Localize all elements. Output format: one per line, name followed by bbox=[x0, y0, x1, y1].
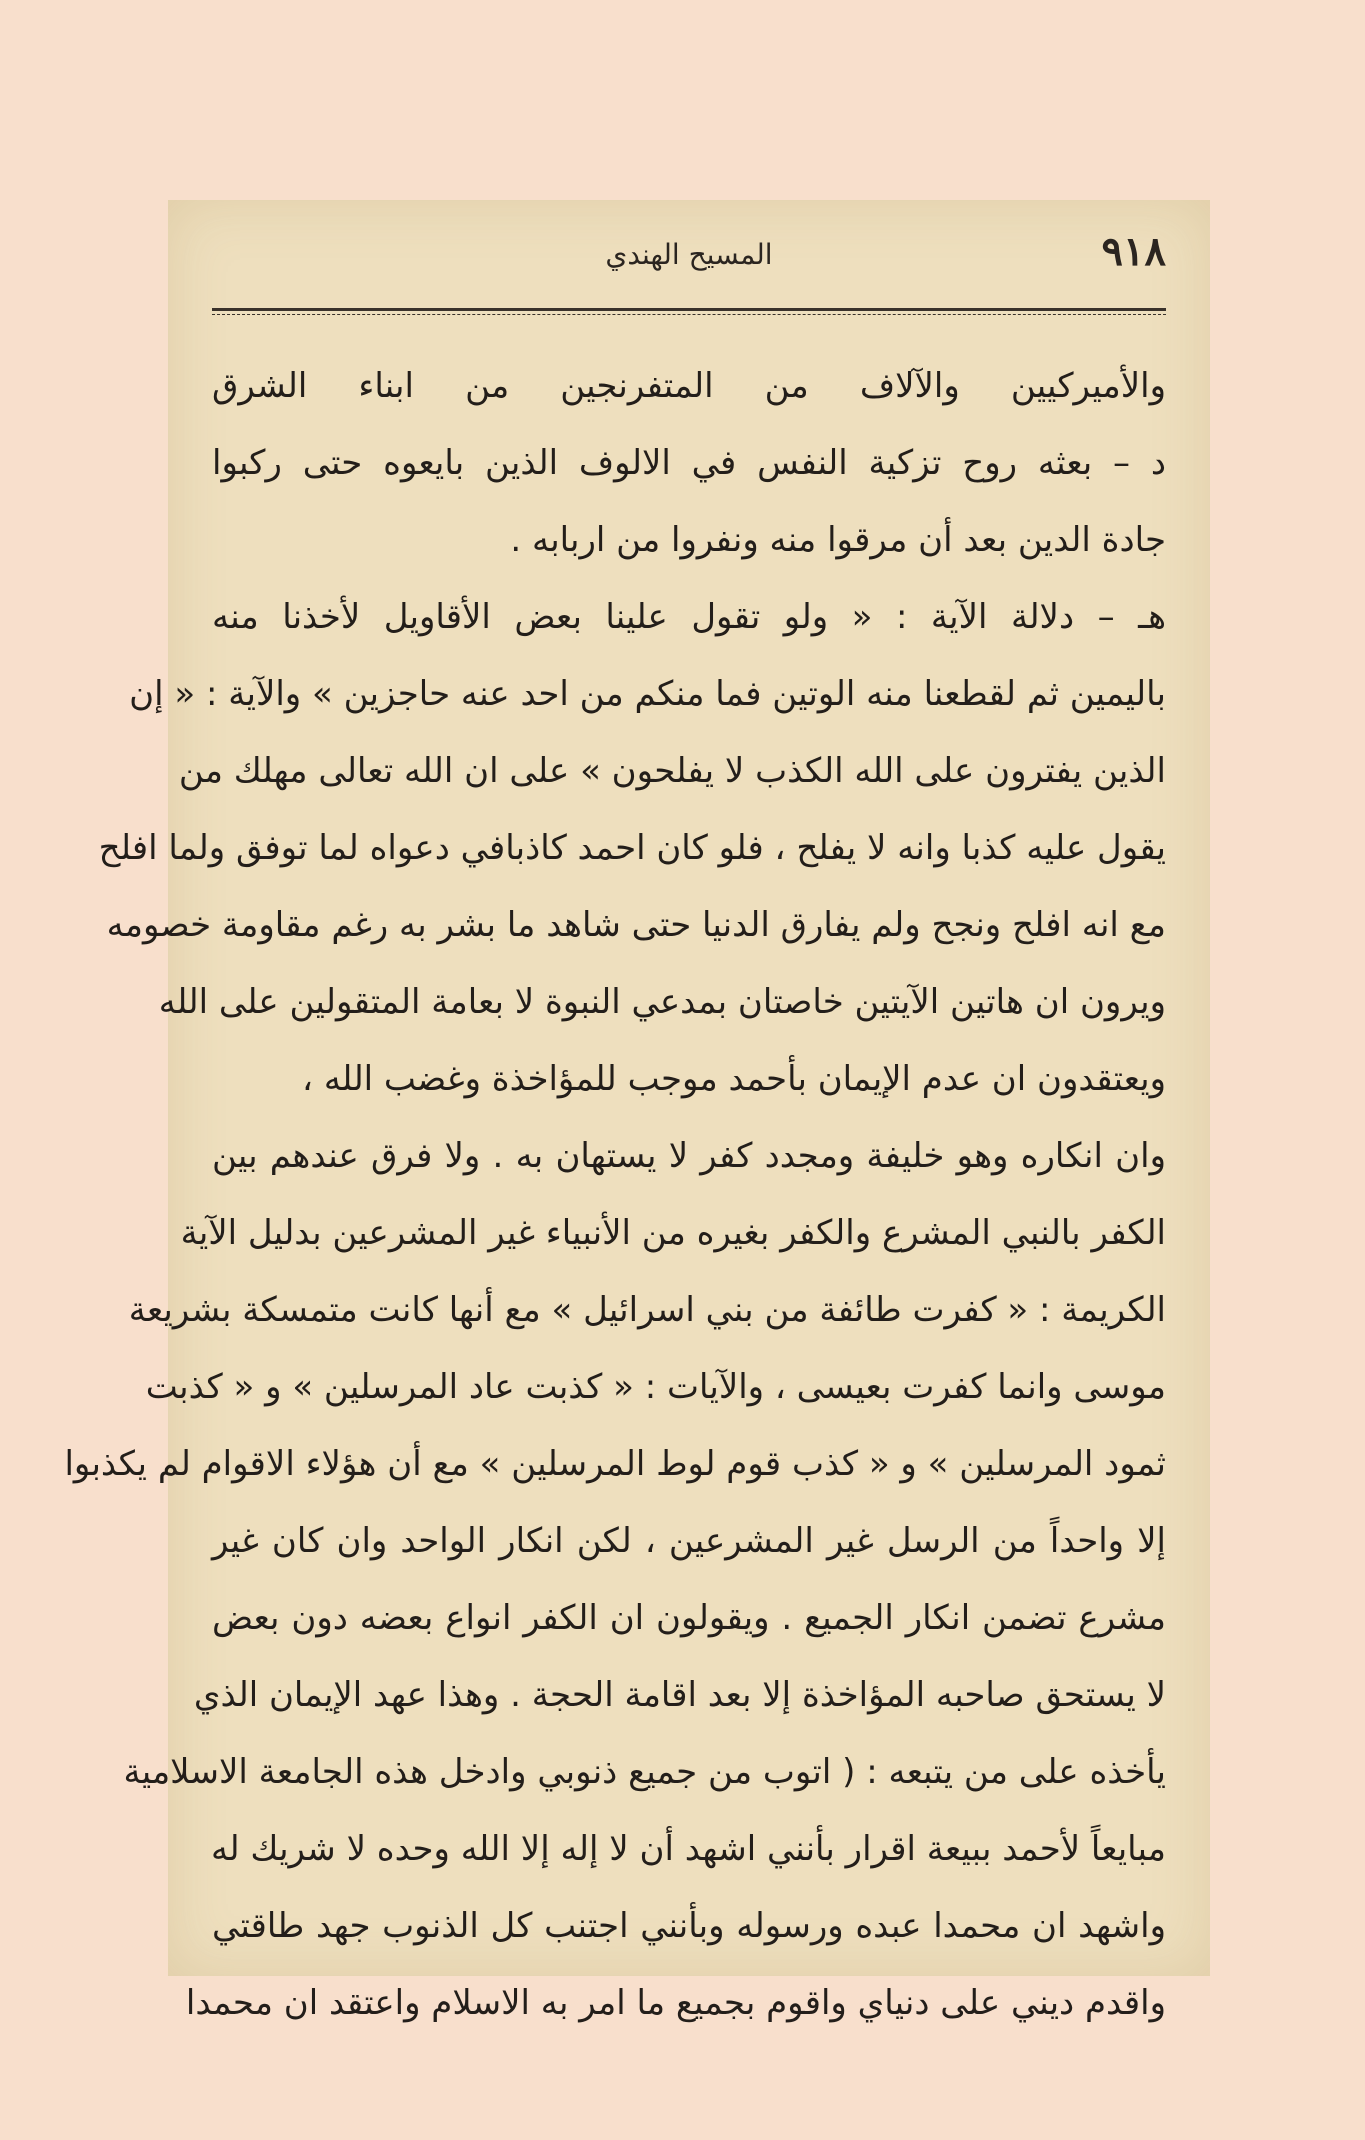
header-rule-dashed bbox=[212, 314, 1166, 315]
text-line: د – بعثه روح تزكية النفس في الالوف الذين بايعوه حتى ركبوا bbox=[212, 443, 1166, 483]
text-line: موسى وانما كفرت بعيسى ، والآيات : « كذبت عاد المرسلين » و « كذبت bbox=[145, 1367, 1166, 1407]
text-line: باليمين ثم لقطعنا منه الوتين فما منكم من احد عنه حاجزين » والآية : « إن bbox=[129, 674, 1166, 714]
text-line: والأميركيين والآلاف من المتفرنجين من ابناء الشرق bbox=[212, 366, 1166, 406]
text-line: لا يستحق صاحبه المؤاخذة إلا بعد اقامة الحجة . وهذا عهد الإيمان الذي bbox=[193, 1675, 1166, 1715]
text-line: يقول عليه كذبا وانه لا يفلح ، فلو كان احمد كاذبافي دعواه لما توفق ولما افلح bbox=[98, 828, 1166, 868]
text-line: مع انه افلح ونجح ولم يفارق الدنيا حتى شاهد ما بشر به رغم مقاومة خصومه bbox=[106, 905, 1166, 945]
body-text bbox=[64, 348, 1166, 2042]
text-line: يأخذه على من يتبعه : ( اتوب من جميع ذنوبي وادخل هذه الجامعة الاسلامية bbox=[123, 1752, 1166, 1792]
page-number: ٩١٨ bbox=[1101, 228, 1166, 275]
text-line: الكريمة : « كفرت طائفة من بني اسرائيل » مع أنها كانت متمسكة بشريعة bbox=[128, 1290, 1166, 1330]
text-line: مشرع تضمن انكار الجميع . ويقولون ان الكفر انواع بعضه دون بعض bbox=[212, 1598, 1166, 1638]
page-header bbox=[212, 228, 1166, 284]
book-page bbox=[64, 200, 1210, 2023]
text-line: واشهد ان محمدا عبده ورسوله وبأنني اجتنب كل الذنوب جهد طاقتي bbox=[212, 1906, 1166, 1946]
text-line: إلا واحداً من الرسل غير المشرعين ، لكن انكار الواحد وان كان غير bbox=[212, 1521, 1166, 1561]
text-line: هـ – دلالة الآية : « ولو تقول علينا بعض الأقاويل لأخذنا منه bbox=[212, 597, 1166, 637]
text-line: جادة الدين بعد أن مرقوا منه ونفروا من اربابه . bbox=[510, 520, 1166, 560]
running-title: المسيح الهندي bbox=[605, 238, 773, 271]
text-line: واقدم ديني على دنياي واقوم بجميع ما امر به الاسلام واعتقد ان محمدا bbox=[185, 1983, 1166, 2023]
text-line: ويعتقدون ان عدم الإيمان بأحمد موجب للمؤاخذة وغضب الله ، bbox=[302, 1059, 1166, 1099]
text-line: ثمود المرسلين » و « كذب قوم لوط المرسلين » مع أن هؤلاء الاقوام لم يكذبوا bbox=[64, 1444, 1166, 1484]
text-line: الذين يفترون على الله الكذب لا يفلحون » على ان الله تعالى مهلك من bbox=[178, 751, 1166, 791]
text-line: وان انكاره وهو خليفة ومجدد كفر لا يستهان به . ولا فرق عندهم بين bbox=[212, 1136, 1166, 1176]
header-rule bbox=[212, 308, 1166, 311]
text-line: مبايعاً لأحمد ببيعة اقرار بأنني اشهد أن لا إله إلا الله وحده لا شريك له bbox=[211, 1829, 1166, 1869]
text-line: ويرون ان هاتين الآيتين خاصتان بمدعي النبوة لا بعامة المتقولين على الله bbox=[158, 982, 1166, 1022]
text-line: الكفر بالنبي المشرع والكفر بغيره من الأنبياء غير المشرعين بدليل الآية bbox=[180, 1213, 1166, 1253]
